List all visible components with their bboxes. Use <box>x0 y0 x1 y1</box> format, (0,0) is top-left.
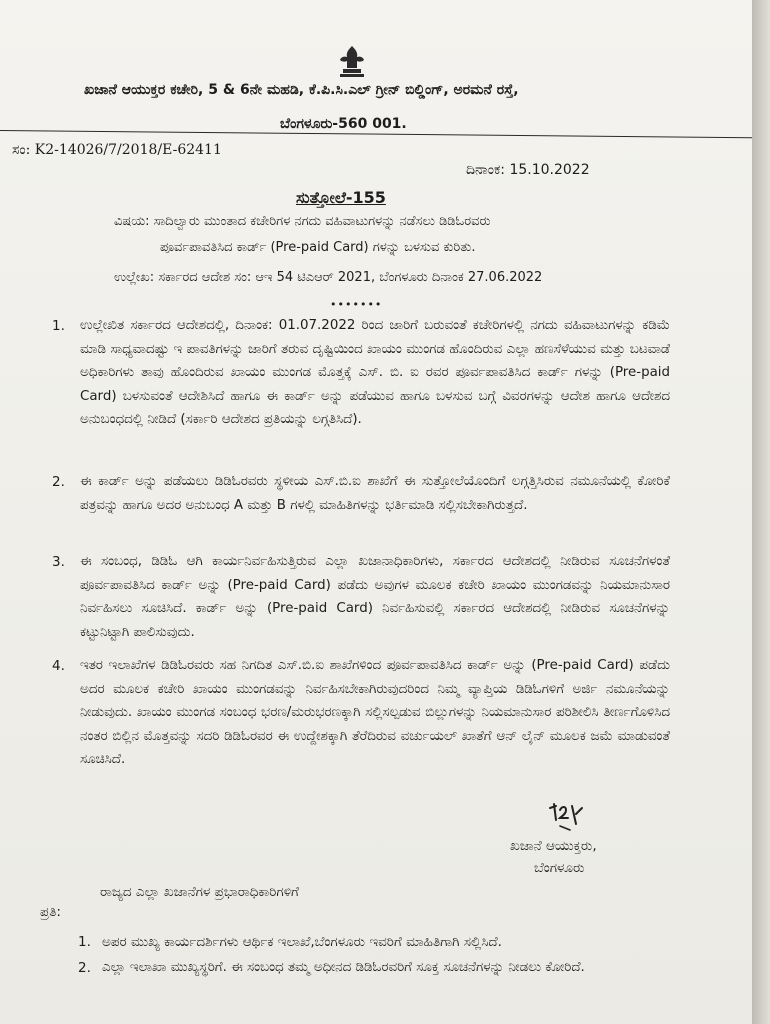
copy-number: 2. <box>78 960 91 976</box>
signature-mark <box>546 800 586 834</box>
paragraph-number: 3. <box>52 554 65 570</box>
copy-item: ಎಲ್ಲಾ ಇಲಾಖಾ ಮುಖ್ಯಸ್ಥರಿಗೆ. ಈ ಸಂಬಂಧ ತಮ್ಮ ಅಧೀನದ ಡಿಡಿಓರವರಿಗೆ ಸೂಕ್ತ ಸೂಚನೆಗಳನ್ನು ನೀಡಲು ಕೋರಿದೆ. <box>102 960 585 975</box>
reference-number: ಸಂ: K2-14026/7/2018/E-62411 <box>12 142 222 158</box>
paragraph-number: 1. <box>52 318 65 334</box>
office-address-line2: ಬೆಂಗಳೂರು-560 001. <box>280 116 407 132</box>
paragraph: ಉಲ್ಲೇಖಿತ ಸರ್ಕಾರದ ಆದೇಶದಲ್ಲಿ, ದಿನಾಂಕ: 01.07.2022 ರಿಂದ ಜಾರಿಗೆ ಬರುವಂತೆ ಕಚೇರಿಗಳಲ್ಲಿ ನಗದು ವಹಿವಾಟುಗಳನ್ನು ಕಡಿಮೆ ಮಾಡಿ ಸಾಧ್ಯವಾದಷ್ಟು ಇ ಪಾವತಿಗಳನ್ನು ಜಾರಿಗೆ ತರುವ ದೃಷ್ಟಿಯಿಂದ ಖಾಯಂ ಮುಂಗಡ ಹೊಂದಿರುವ ಎಲ್ಲಾ ಹಣಸೆಳೆಯುವ ಮತ್ತು ಬಟವಾಡೆ ಅಧಿಕಾರಿಗಳು ತಾವು ಹೊಂದಿರುವ ಖಾಯಂ ಮುಂಗಡ ಮೊತ್ತಕ್ಕೆ ಎಸ್. ಬಿ. ಐ ರವರ ಪೂರ್ವಪಾವತಿಸಿದ ಕಾರ್ಡ್ ಗಳನ್ನು (Pre-paid Card) ಬಳಸುವಂತೆ ಆದೇಶಿಸಿದೆ ಹಾಗೂ ಈ ಕಾರ್ಡ್ ಅನ್ನು ಪಡೆಯುವ ಹಾಗೂ ಬಳಸುವ ಬಗ್ಗೆ ವಿವರಗಳನ್ನು ಆದೇಶ ಹಾಗೂ ಆದೇಶದ ಅನುಬಂಧದಲ್ಲಿ ನೀಡಿದೆ (ಸರ್ಕಾರಿ ಆದೇಶದ ಪ್ರತಿಯನ್ನು ಲಗ್ಗತಿಸಿದೆ). <box>80 318 670 427</box>
document-date: ದಿನಾಂಕ: 15.10.2022 <box>466 162 590 178</box>
copy-label: ಪ್ರತಿ: <box>40 904 61 920</box>
office-address-line1: ಖಜಾನೆ ಆಯುಕ್ತರ ಕಚೇರಿ, 5 & 6ನೇ ಮಹಡಿ, ಕೆ.ಪಿ.ಸಿ.ಎಲ್ ಗ್ರೀನ್ ಬಿಲ್ಡಿಂಗ್, ಅರಮನೆ ರಸ್ತೆ, <box>84 82 519 98</box>
addressee: ರಾಜ್ಯದ ಎಲ್ಲಾ ಖಜಾನೆಗಳ ಪ್ರಭಾರಾಧಿಕಾರಿಗಳಿಗೆ <box>100 884 299 900</box>
circular-title: ಸುತ್ತೋಲೆ-155 <box>296 188 386 207</box>
paragraph-number: 2. <box>52 474 65 490</box>
state-emblem-icon <box>332 44 372 80</box>
subject-line-1: ವಿಷಯ: ಸಾದಿಲ್ವಾರು ಮುಂತಾದ ಕಚೇರಿಗಳ ನಗದು ವಹಿವಾಟುಗಳನ್ನು ನಡೆಸಲು ಡಿಡಿಓರವರು <box>114 214 491 229</box>
subject-line-2: ಪೂರ್ವಪಾವತಿಸಿದ ಕಾರ್ಡ್ (Pre-paid Card) ಗಳನ್ನು ಬಳಸುವ ಕುರಿತು. <box>160 240 476 255</box>
separator-dots: ••••••• <box>330 298 383 311</box>
paragraph: ಇತರ ಇಲಾಖೆಗಳ ಡಿಡಿಓರವರು ಸಹ ನಿಗದಿತ ಎಸ್.ಬಿ.ಐ ಶಾಖೆಗಳಿಂದ ಪೂರ್ವಪಾವತಿಸಿದ ಕಾರ್ಡ್ ಅನ್ನು (Pre-paid Card) ಪಡೆದು ಅದರ ಮೂಲಕ ಕಚೇರಿ ಖಾಯಂ ಮುಂಗಡವನ್ನು ನಿರ್ವಹಿಸಬೇಕಾಗಿರುವುದರಿಂದ ನಿಮ್ಮ ವ್ಯಾಪ್ತಿಯ ಡಿಡಿಓಗಳಿಗೆ ಅರ್ಜಿ ನಮೂನೆಯನ್ನು ನೀಡುವುದು. ಖಾಯಂ ಮುಂಗಡ ಸಂಬಂಧ ಭರಣ/ಮರುಭರಣಕ್ಕಾಗಿ ಸಲ್ಲಿಸಲ್ಪಡುವ ಬಿಲ್ಲುಗಳನ್ನು ನಿಯಮಾನುಸಾರ ಪರಿಶೀಲಿಸಿ ತೀರ್ಣಗೊಳಿಸಿದ ನಂತರ ಬಿಲ್ಲಿನ ಮೊತ್ತವನ್ನು ಸದರಿ ಡಿಡಿಓರವರ ಈ ಉದ್ದೇಶಕ್ಕಾಗಿ ತೆರೆದಿರುವ ವರ್ಚುಯಲ್ ಖಾತೆಗೆ ಆನ್ ಲೈನ್ ಮೂಲಕ ಜಮೆ ಮಾಡುವಂತೆ ಸೂಚಿಸಿದೆ. <box>80 658 670 767</box>
copy-item: ಅಪರ ಮುಖ್ಯ ಕಾರ್ಯದರ್ಶಿಗಳು ಆರ್ಥಿಕ ಇಲಾಖೆ,ಬೆಂಗಳೂರು ಇವರಿಗೆ ಮಾಹಿತಿಗಾಗಿ ಸಲ್ಲಿಸಿದೆ. <box>102 934 502 950</box>
signatory-place: ಬೆಂಗಳೂರು <box>534 860 585 876</box>
reference-line: ಉಲ್ಲೇಖ: ಸರ್ಕಾರದ ಆದೇಶ ಸಂ: ಆಇ 54 ಟಿಎಆರ್ 2021, ಬೆಂಗಳೂರು ದಿನಾಂಕ 27.06.2022 <box>114 270 543 285</box>
signatory-designation: ಖಜಾನೆ ಆಯುಕ್ತರು, <box>510 838 597 854</box>
copy-number: 1. <box>78 934 91 950</box>
page-edge <box>752 0 770 1024</box>
paragraph-number: 4. <box>52 658 65 674</box>
paragraph: ಈ ಸಂಬಂಧ, ಡಿಡಿಓ ಆಗಿ ಕಾರ್ಯನಿರ್ವಹಿಸುತ್ತಿರುವ ಎಲ್ಲಾ ಖಜಾನಾಧಿಕಾರಿಗಳು, ಸರ್ಕಾರದ ಆದೇಶದಲ್ಲಿ ನೀಡಿರುವ ಸೂಚನೆಗಳಂತೆ ಪೂರ್ವಪಾವತಿಸಿದ ಕಾರ್ಡ್ ಅನ್ನು (Pre-paid Card) ಪಡೆದು ಅವುಗಳ ಮೂಲಕ ಕಚೇರಿ ಖಾಯಂ ಮುಂಗಡವನ್ನು ನಿಯಮಾನುಸಾರ ನಿರ್ವಹಿಸಲು ಸೂಚಿಸಿದೆ. ಕಾರ್ಡ್ ಅನ್ನು (Pre-paid Card) ನಿರ್ವಹಿಸುವಲ್ಲಿ ಸರ್ಕಾರದ ಆದೇಶದಲ್ಲಿ ನೀಡಿರುವ ಸೂಚನೆಗಳನ್ನು ಕಟ್ಟುನಿಟ್ಟಾಗಿ ಪಾಲಿಸುವುದು. <box>80 554 670 640</box>
paragraph: ಈ ಕಾರ್ಡ್ ಅನ್ನು ಪಡೆಯಲು ಡಿಡಿಓರವರು ಸ್ಥಳೀಯ ಎಸ್.ಬಿ.ಐ ಶಾಖೆಗೆ ಈ ಸುತ್ತೋಲೆಯೊಂದಿಗೆ ಲಗ್ಗತ್ತಿಸಿರುವ ನಮೂನೆಯಲ್ಲಿ ಕೋರಿಕೆ ಪತ್ರವನ್ನು ಹಾಗೂ ಅದರ ಅನುಬಂಧ A ಮತ್ತು B ಗಳಲ್ಲಿ ಮಾಹಿತಿಗಳನ್ನು ಭರ್ತಿಮಾಡಿ ಸಲ್ಲಿಸಬೇಕಾಗಿರುತ್ತದೆ. <box>80 474 670 513</box>
